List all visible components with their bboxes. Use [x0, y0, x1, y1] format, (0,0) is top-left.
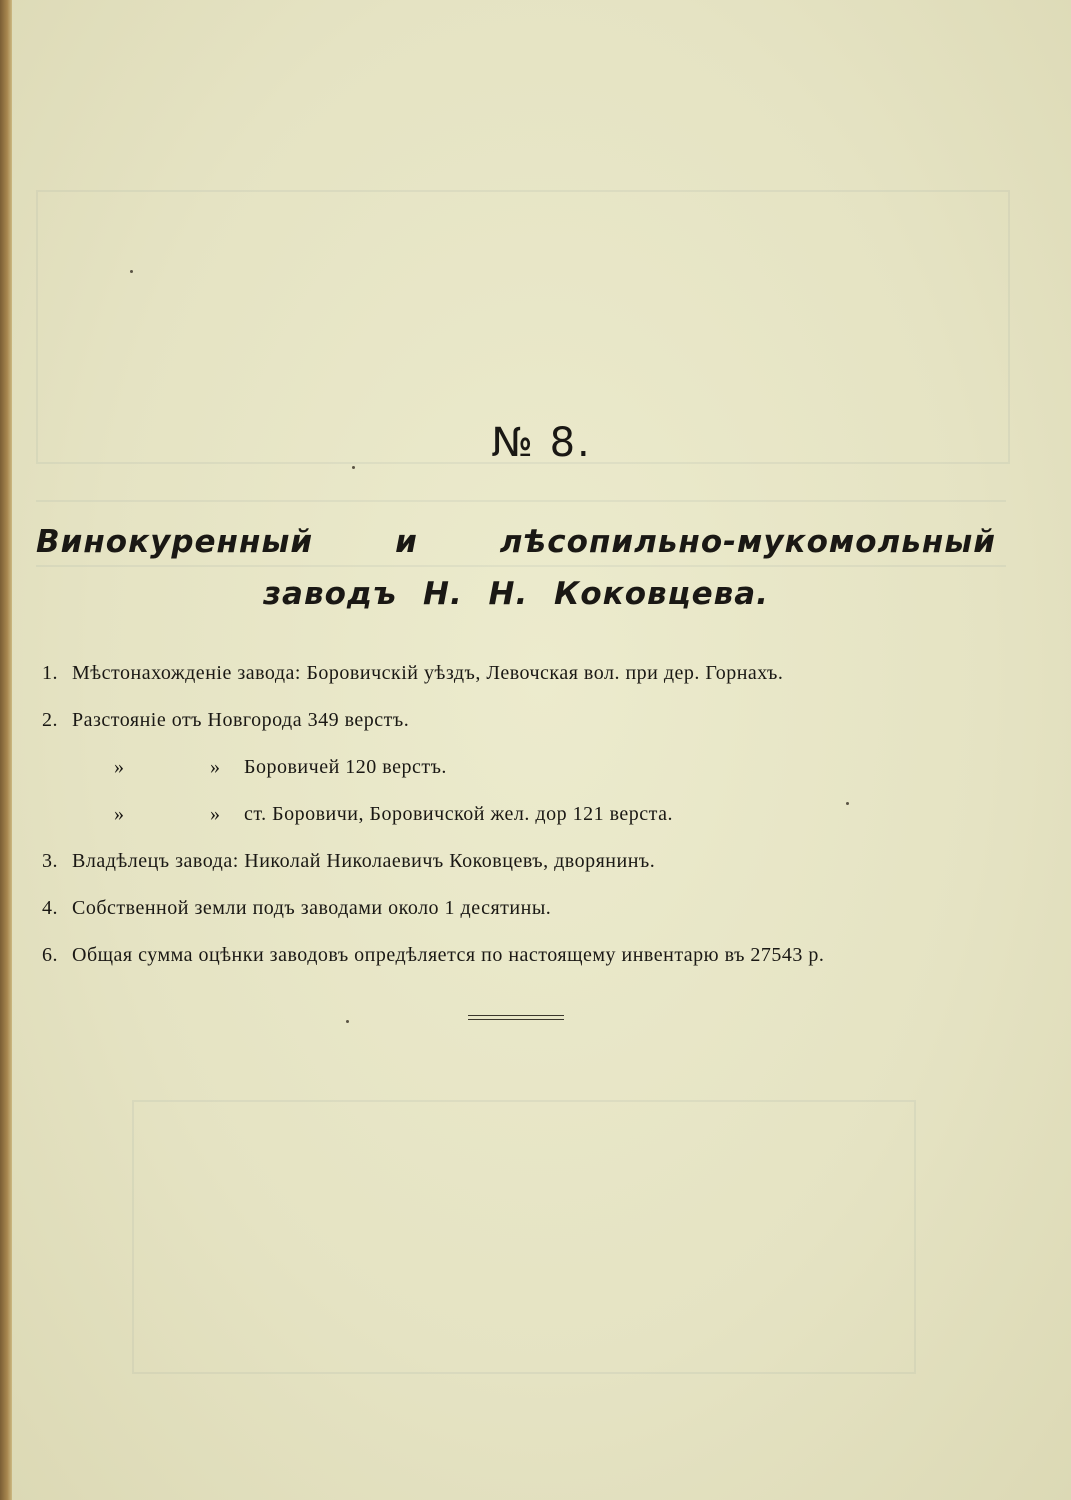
bleed-through-table: [132, 1100, 916, 1374]
ditto-mark: »: [210, 803, 221, 825]
item-list: [42, 650, 1002, 979]
ditto-mark: »: [210, 756, 221, 778]
item-text: Владѣлецъ завода: Николай Николаевичъ Коковцевъ, дворянинъ.: [72, 850, 656, 872]
item-text: Общая сумма оцѣнки заводовъ опредѣляется по настоящему инвентарю въ 27543 р.: [72, 944, 825, 966]
item-text: Боровичей 120 верстъ.: [244, 756, 447, 778]
item-number: 6.: [42, 944, 58, 966]
item-text: Разстояніе отъ Новгорода 349 верстъ.: [72, 709, 410, 731]
bleed-through-rule: [36, 500, 1006, 502]
book-binding: [0, 0, 12, 1500]
document-title: Винокуренный и лѣсопильно-мукомольный заводъ Н. Н. Коковцева.: [36, 524, 996, 612]
item-number: 1.: [42, 662, 58, 684]
paper-speck: [352, 466, 355, 469]
item-number: 2.: [42, 709, 58, 731]
item-number: 4.: [42, 897, 58, 919]
document-number: № 8.: [491, 420, 592, 466]
list-item: [42, 932, 1002, 979]
list-item: [42, 885, 1002, 932]
double-rule-divider: [468, 1015, 564, 1023]
paper-speck: [346, 1020, 349, 1023]
item-text: ст. Боровичи, Боровичской жел. дор 121 верста.: [244, 803, 674, 825]
item-text: Собственной земли подъ заводами около 1 десятины.: [72, 897, 552, 919]
paper-speck: [130, 270, 133, 273]
ditto-mark: »: [114, 756, 125, 778]
document-page: [12, 0, 1071, 1500]
ditto-mark: »: [114, 803, 125, 825]
list-item: [42, 697, 1002, 744]
item-text: Мѣстонахожденіе завода: Боровичскій уѣздъ, Левочская вол. при дер. Горнахъ.: [72, 662, 784, 684]
list-item: [42, 791, 1002, 838]
item-number: 3.: [42, 850, 58, 872]
list-item: [42, 744, 1002, 791]
paper-speck: [846, 802, 849, 805]
list-item: [42, 650, 1002, 697]
list-item: [42, 838, 1002, 885]
